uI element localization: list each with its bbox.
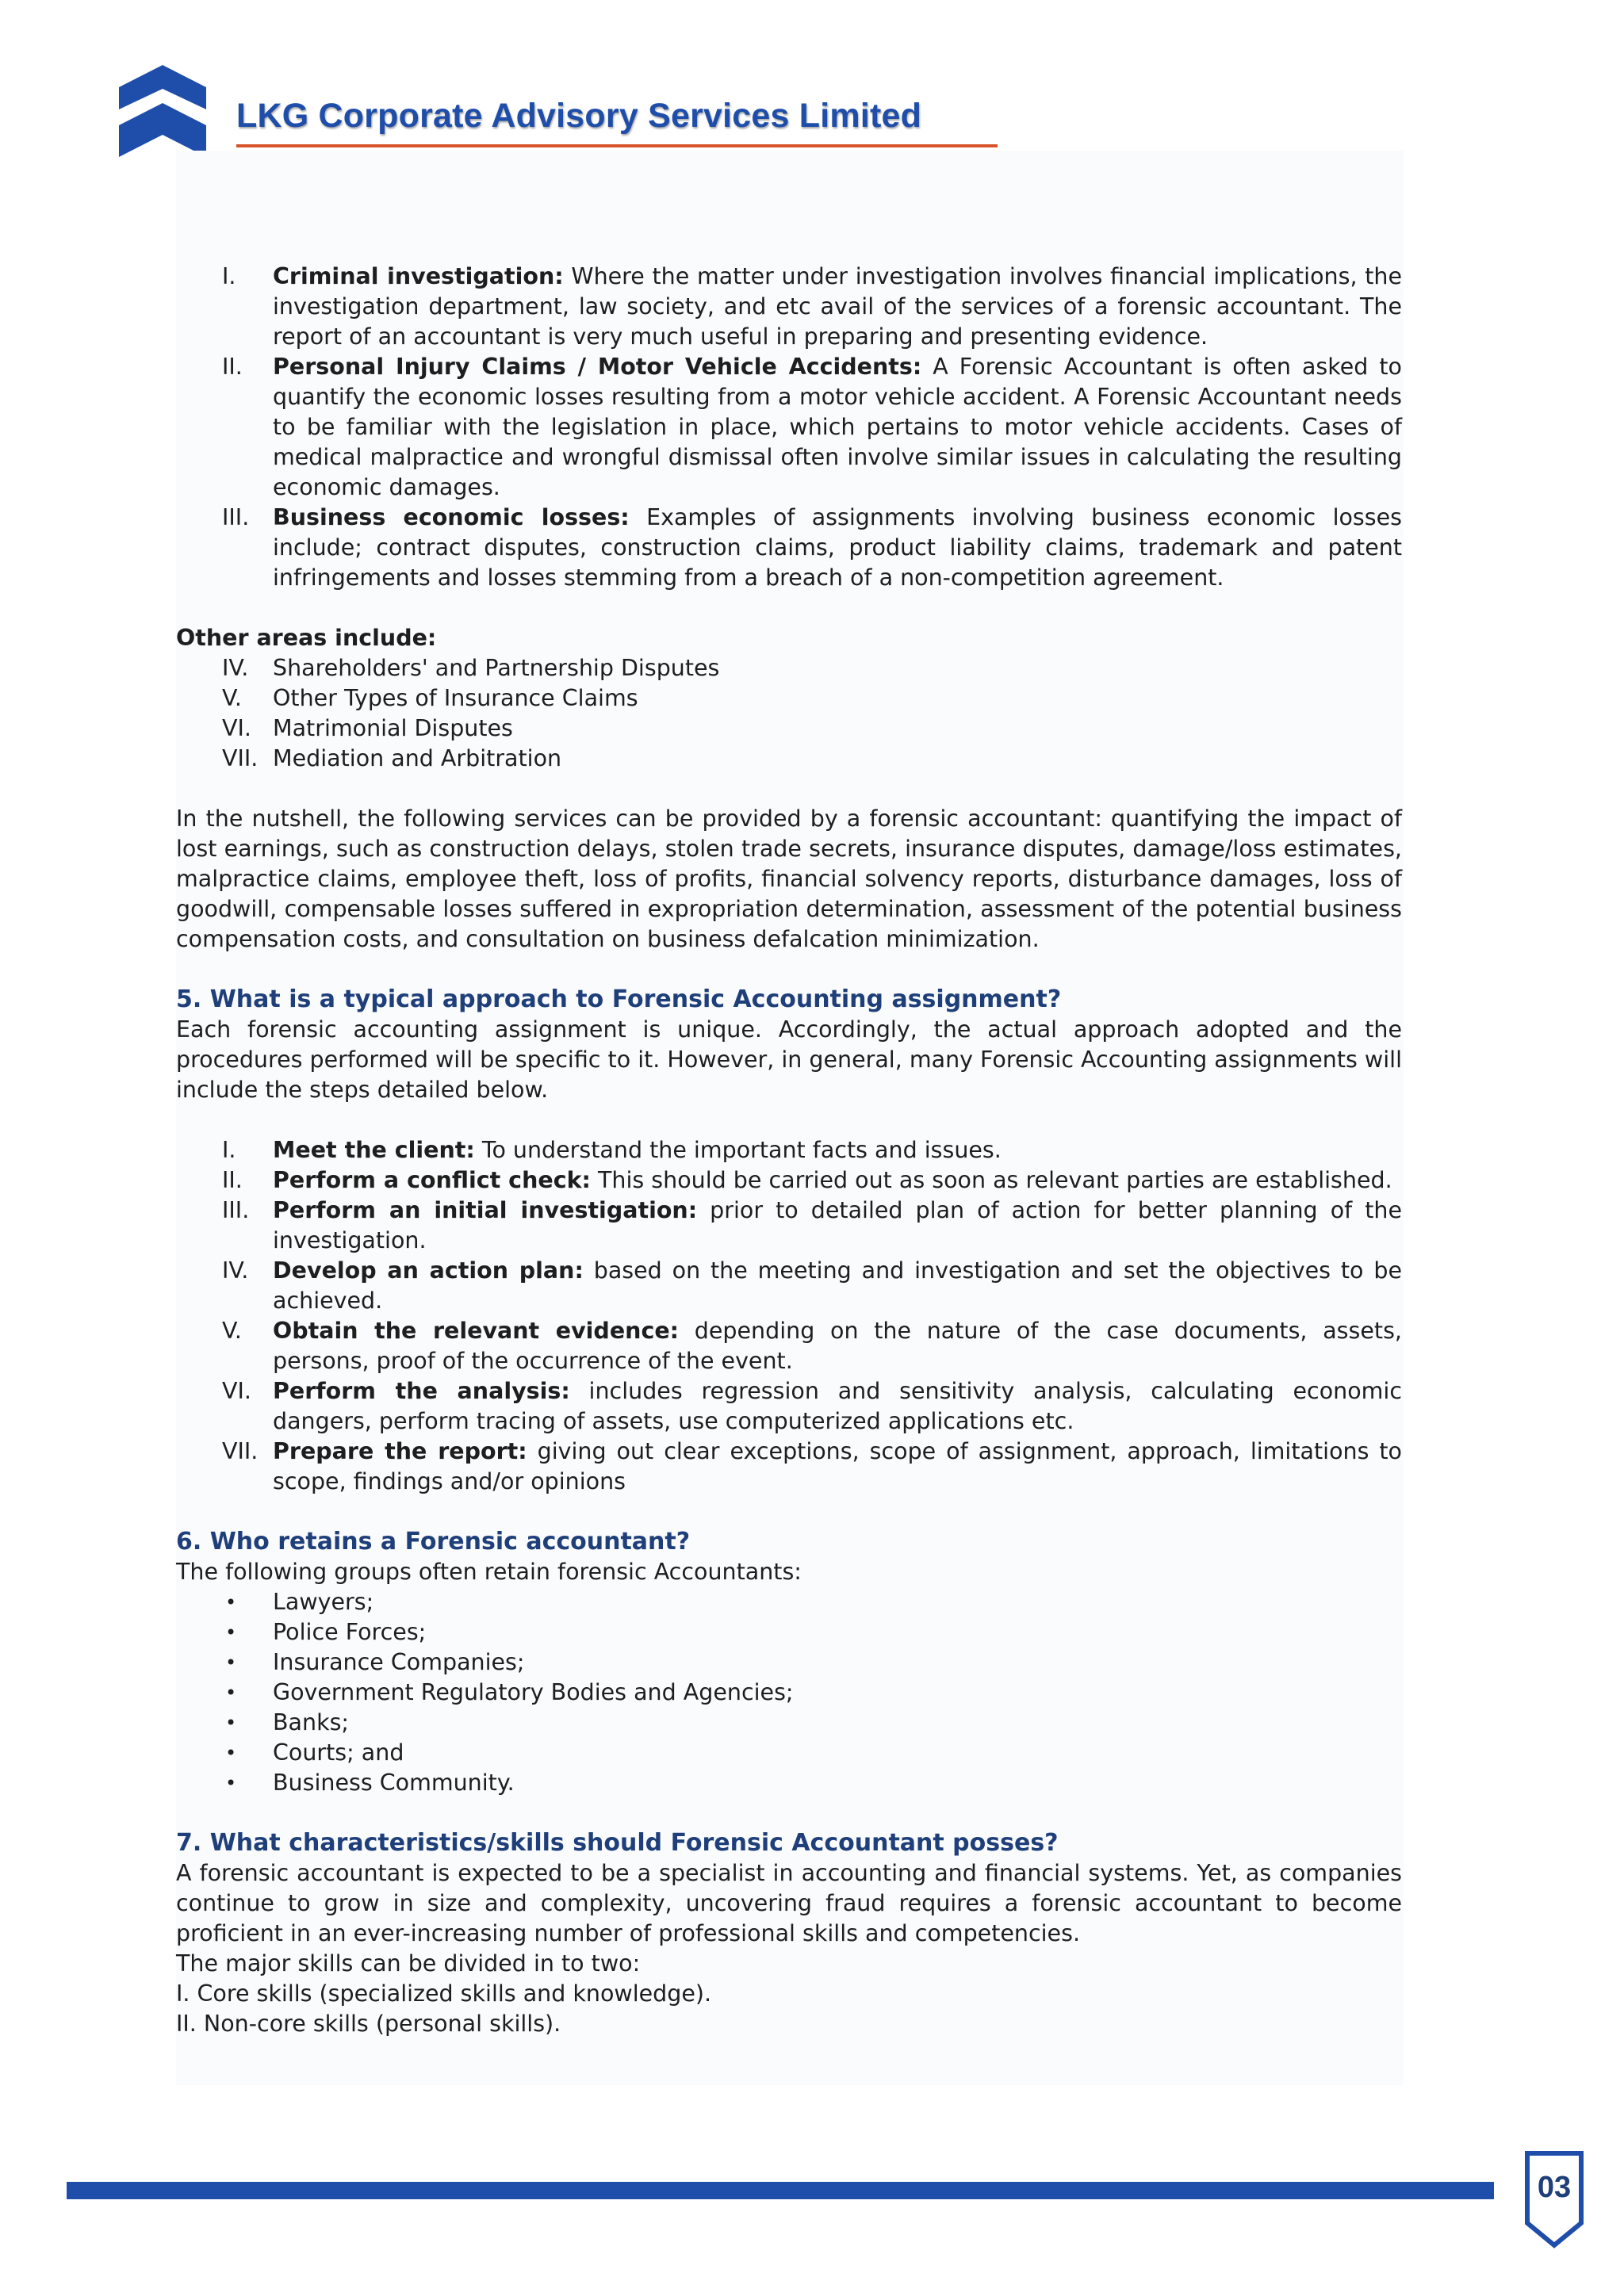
bullet-icon: • xyxy=(225,1621,237,1644)
list-text: Lawyers; xyxy=(273,1589,374,1615)
page-number: 03 xyxy=(1537,2171,1572,2204)
section-6-intro: The following groups often retain forensic Accountants: xyxy=(176,1559,802,1585)
list-text: Other Types of Insurance Claims xyxy=(273,685,638,711)
list-text: Examples of assignments involving business economic losses include; contract disputes, construction claims, product liability claims, trademark and patent infringements and losses stemming from a breach of a non-competition agreement. xyxy=(273,504,1402,591)
list-term: Personal Injury Claims / Motor Vehicle Accidents: xyxy=(273,354,922,380)
list-number: V. xyxy=(222,685,242,711)
nutshell-paragraph: In the nutshell, the following services can be provided by a forensic accountant: quantifying the impact of lost earnings, such as construction delays, stolen trade secrets, insurance disputes, damage/loss estimates, malpractice claims, employee theft, loss of profits, financial solvency reports, disturbance damages, loss of goodwill, compensable losses suffered in expropriation determination, assessment of the potential business compensation costs, and consultation on business defalcation minimization. xyxy=(176,806,1402,952)
list-text: depending on the nature of the case documents, assets, persons, proof of the occurrence of the event. xyxy=(273,1318,1402,1374)
list-item xyxy=(176,1196,1402,1256)
list-term: Business economic losses: xyxy=(273,504,630,530)
list-item xyxy=(176,1587,1402,1617)
list-number: VII. xyxy=(222,745,259,771)
other-areas-heading: Other areas include: xyxy=(176,625,437,651)
company-name: LKG Corporate Advisory Services Limited xyxy=(236,97,922,135)
list-term: Perform an initial investigation: xyxy=(273,1197,698,1223)
list-item xyxy=(176,1135,1402,1165)
list-number: V. xyxy=(222,1318,242,1344)
page-content xyxy=(176,262,1402,2039)
other-areas-list xyxy=(176,653,1402,774)
list-number: I. xyxy=(222,263,236,289)
list-item xyxy=(176,1316,1402,1376)
list-item xyxy=(176,1617,1402,1647)
list-term: Perform a conflict check: xyxy=(273,1167,591,1193)
list-item xyxy=(176,1647,1402,1678)
list-item xyxy=(176,744,1402,774)
list-text: To understand the important facts and issues. xyxy=(474,1137,1002,1163)
list-item xyxy=(176,1437,1402,1497)
list-text: Government Regulatory Bodies and Agencies; xyxy=(273,1679,794,1705)
footer-bar xyxy=(67,2182,1494,2199)
bullet-icon: • xyxy=(225,1591,237,1613)
list-number: III. xyxy=(222,1197,250,1223)
list-number: II. xyxy=(222,1167,243,1193)
list-number: IV. xyxy=(222,655,249,681)
list-text: giving out clear exceptions, scope of assignment, approach, limitations to scope, findings and/or opinions xyxy=(273,1438,1402,1494)
list-term: Meet the client: xyxy=(273,1137,475,1163)
list-number: IV. xyxy=(222,1257,249,1284)
list-text: Where the matter under investigation involves financial implications, the investigation department, law society, and etc avail of the services of a forensic accountant. The report of an accountant is very much useful in preparing and presenting evidence. xyxy=(273,263,1402,350)
list-item xyxy=(176,1768,1402,1798)
company-logo-icon xyxy=(119,65,206,157)
section-5-heading: 5. What is a typical approach to Forensic Accounting assignment? xyxy=(176,985,1062,1013)
list-term: Perform the analysis: xyxy=(273,1378,570,1404)
list-number: I. xyxy=(222,1137,236,1163)
list-text: Police Forces; xyxy=(273,1619,427,1645)
list-term: Prepare the report: xyxy=(273,1438,527,1464)
list-item xyxy=(176,1708,1402,1738)
list-text: Matrimonial Disputes xyxy=(273,715,513,741)
section-7-paragraph: A forensic accountant is expected to be a specialist in accounting and financial systems. Yet, as companies continue to grow in size and complexity, uncovering fraud requires a forensic accountant to become proficient in an ever-increasing number of professional skills and competencies. xyxy=(176,1860,1402,1946)
list-text: Banks; xyxy=(273,1709,350,1735)
list-term: Obtain the relevant evidence: xyxy=(273,1318,680,1344)
list-text: Insurance Companies; xyxy=(273,1649,525,1675)
section-5-intro: Each forensic accounting assignment is unique. Accordingly, the actual approach adopted and the procedures performed will be specific to it. However, in general, many Forensic Accounting assignments will include the steps detailed below. xyxy=(176,1016,1402,1103)
list-item xyxy=(176,262,1402,352)
section-7-line: I. Core skills (specialized skills and knowledge). xyxy=(176,1980,712,2007)
list-number: VI. xyxy=(222,1378,251,1404)
list-item xyxy=(176,683,1402,714)
bullet-icon: • xyxy=(225,1651,237,1674)
list-item xyxy=(176,653,1402,683)
list-number: VII. xyxy=(222,1438,259,1464)
list-item xyxy=(176,503,1402,593)
list-number: VI. xyxy=(222,715,251,741)
list-text: includes regression and sensitivity analysis, calculating economic dangers, perform tracing of assets, use computerized applications etc. xyxy=(273,1378,1402,1434)
list-text: based on the meeting and investigation and set the objectives to be achieved. xyxy=(273,1257,1402,1314)
bullet-icon: • xyxy=(225,1742,237,1764)
section-7-line: II. Non-core skills (personal skills). xyxy=(176,2011,561,2037)
list-item xyxy=(176,1376,1402,1437)
list-text: This should be carried out as soon as relevant parties are established. xyxy=(590,1167,1392,1193)
list-text: Courts; and xyxy=(273,1739,404,1766)
header-divider xyxy=(236,144,998,147)
list-item xyxy=(176,1678,1402,1708)
list-item xyxy=(176,1165,1402,1196)
section-6-heading: 6. Who retains a Forensic accountant? xyxy=(176,1528,691,1556)
list-item xyxy=(176,714,1402,744)
list-text: Mediation and Arbitration xyxy=(273,745,562,771)
list-text: Shareholders' and Partnership Disputes xyxy=(273,655,720,681)
list-term: Develop an action plan: xyxy=(273,1257,584,1284)
bullet-icon: • xyxy=(225,1682,237,1704)
applications-list xyxy=(176,262,1402,593)
bullet-icon: • xyxy=(225,1772,237,1794)
retainers-list xyxy=(176,1587,1402,1798)
list-term: Criminal investigation: xyxy=(273,263,564,289)
list-text: prior to detailed plan of action for better planning of the investigation. xyxy=(273,1197,1402,1253)
list-text: A Forensic Accountant is often asked to quantify the economic losses resulting from a motor vehicle accident. A Forensic Accountant needs to be familiar with the legislation in place, which pertains to motor vehicle accidents. Cases of medical malpractice and wrongful dismissal often involve similar issues in calculating the resulting economic damages. xyxy=(273,354,1402,500)
bullet-icon: • xyxy=(225,1712,237,1734)
list-item xyxy=(176,1738,1402,1768)
section-7-line: The major skills can be divided in to two: xyxy=(176,1950,641,1976)
approach-steps-list xyxy=(176,1135,1402,1497)
list-number: II. xyxy=(222,354,243,380)
list-text: Business Community. xyxy=(273,1770,515,1796)
list-item xyxy=(176,1256,1402,1316)
section-7-heading: 7. What characteristics/skills should Forensic Accountant posses? xyxy=(176,1829,1059,1857)
list-item xyxy=(176,352,1402,503)
list-number: III. xyxy=(222,504,250,530)
